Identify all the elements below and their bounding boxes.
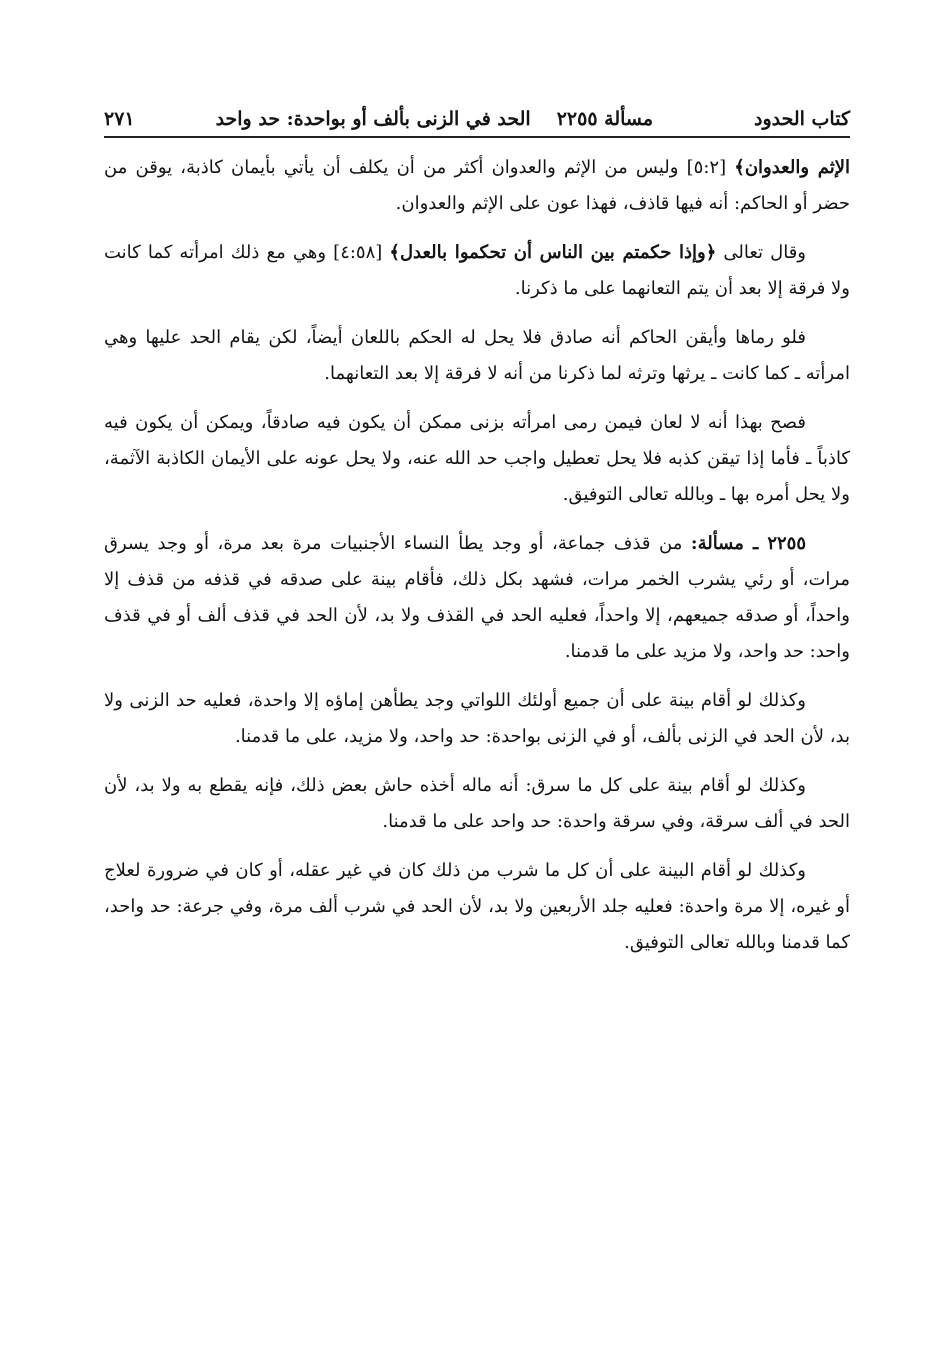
paragraph-3 <box>104 320 850 392</box>
paragraph-text: وكذلك لو أقام البينة على أن كل ما شرب من ذلك كان في غير عقله، أو كان في ضرورة لعلاج أو غيره، إلا مرة واحدة: فعليه جلد الأربعين ولا بد، لأن الحد في شرب ألف مرة، وفي جرعة: حد واحد، كما قدمنا وبالله تعالى التوفيق. <box>104 860 850 953</box>
page-number: ٢٧١ <box>104 108 135 130</box>
quran-quote: الإثم والعدوان﴾ <box>734 157 851 178</box>
paragraph-text: من قذف جماعة، أو وجد يطأ النساء الأجنبيات مرة بعد مرة، أو وجد يسرق مرات، أو رئي يشرب الخمر مرات، فشهد بكل ذلك، فأقام بينة على صدقه في قذفه من قذف إلا واحداً، أو صدقه جميعهم، إلا واحداً، فعليه الحد في القذف ولا بد، لأن الحد في قذف ألف أو في قذف واحد: حد واحد، ولا مزيد على ما قدمنا. <box>104 533 851 662</box>
paragraph-text: فلو رماها وأيقن الحاكم أنه صادق فلا يحل له الحكم باللعان أيضاً، لكن يقام الحد عليها وهي امرأته ـ كما كانت ـ يرثها وترثه لما ذكرنا من أنه لا فرقة إلا بعد التعانهما. <box>104 327 850 384</box>
issue-title: الحد في الزنى بألف أو بواحدة: حد واحد <box>215 108 531 130</box>
running-header <box>104 96 850 130</box>
book-title: كتاب الحدود <box>753 108 850 130</box>
issue-number-label: ٢٢٥٥ ـ مسألة: <box>690 533 806 554</box>
paragraph-7 <box>104 768 850 840</box>
paragraph-text: فصح بهذا أنه لا لعان فيمن رمى امرأته بزنى ممكن أن يكون فيه صادقاً، ويمكن أن يكون فيه كاذباً ـ فأما إذا تيقن كذبه فلا يحل تعطيل واجب حد الله عنه، ولا يحل عونه على الأيمان الكاذبة الآثمة، ولا يحل أمره بها ـ وبالله تعالى التوفيق. <box>104 412 850 505</box>
paragraph-text: [٥:٢] وليس من الإثم والعدوان أكثر من أن يكلف أن يأتي بأيمان كاذبة، يوقن من حضر أو الحاكم: أنه فيها قاذف، فهذا عون على الإثم والعدوان. <box>104 157 850 214</box>
paragraph-1 <box>104 150 850 222</box>
paragraph-6 <box>104 683 850 755</box>
paragraph-text: وكذلك لو أقام بينة على كل ما سرق: أنه ماله أخذه حاش بعض ذلك، فإنه يقطع به ولا بد، لأن الحد في ألف سرقة، وفي سرقة واحدة: حد واحد على ما قدمنا. <box>104 775 850 832</box>
paragraph-text: [٤:٥٨] وهي مع ذلك امرأته كما كانت ولا فرقة إلا بعد أن يتم التعانهما على ما ذكرنا. <box>104 242 850 299</box>
body-text <box>104 150 850 974</box>
quran-quote: ﴿وإذا حكمتم بين الناس أن تحكموا بالعدل﴾ <box>389 242 717 263</box>
paragraph-text: وكذلك لو أقام بينة على أن جميع أولئك اللواتي وجد يطأهن إماؤه إلا واحدة، فعليه حد الزنى ولا بد، لأن الحد في الزنى بألف، أو في الزنى بواحدة: حد واحد، ولا مزيد، على ما قدمنا. <box>104 690 850 747</box>
paragraph-lead: وقال تعالى <box>716 242 806 263</box>
issue-heading <box>216 108 654 130</box>
paragraph-5 <box>104 526 850 670</box>
paragraph-8 <box>104 853 850 961</box>
paragraph-2 <box>104 235 850 307</box>
paragraph-4 <box>104 405 850 513</box>
issue-label: مسألة ٢٢٥٥ <box>556 108 654 130</box>
header-rule <box>104 136 850 138</box>
